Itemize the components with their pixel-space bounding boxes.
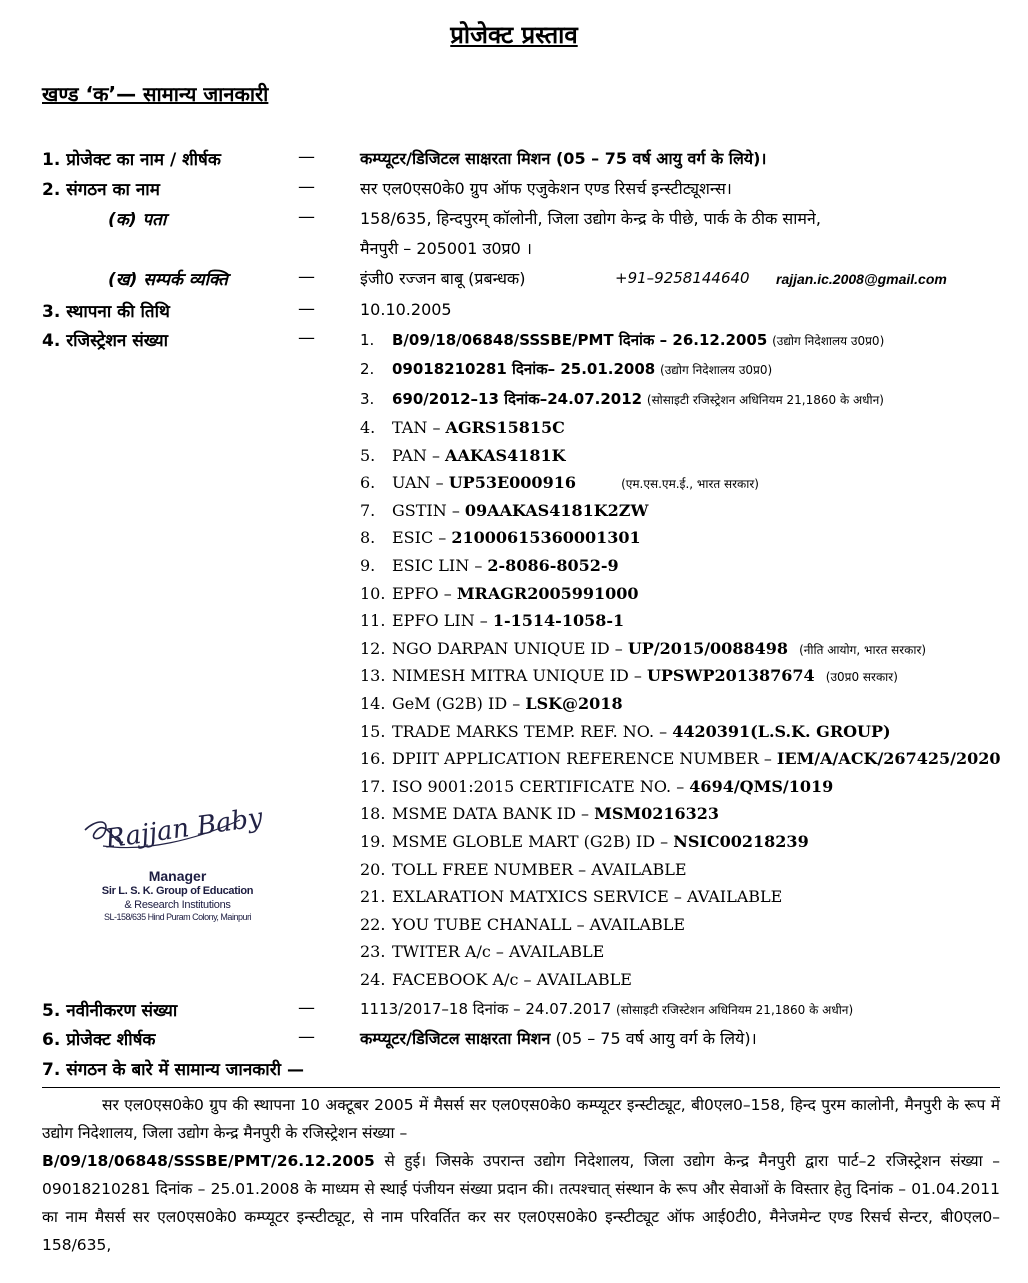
registration-number: 3. [360, 390, 375, 408]
signature-icon [75, 790, 275, 870]
registration-item [360, 330, 884, 350]
registration-value: NSIC00218239 [673, 832, 809, 851]
registration-value: 2-8086-8052-9 [487, 556, 619, 575]
renewal-number: 1113/2017–18 दिनांक – 24.07.2017 [360, 1000, 612, 1018]
registration-item [360, 584, 639, 603]
field-project-name-value: कम्प्यूटर/डिजिटल साक्षरता मिशन (05 – 75 वर्ष आयु वर्ग के लिये)। [360, 149, 767, 168]
registration-number: 15. [360, 721, 386, 741]
registration-value: 4694/QMS/1019 [689, 776, 834, 796]
about-text-registration: B/09/18/06848/SSSBE/PMT/26.12.2005 [42, 1152, 375, 1170]
page-title: प्रोजेक्ट प्रस्ताव [450, 21, 578, 49]
registration-key: EPFO – [392, 583, 457, 603]
field-project-title-label: 6. प्रोजेक्ट शीर्षक [42, 1030, 156, 1050]
registration-key: FACEBOOK A/c – AVAILABLE [392, 970, 632, 989]
field-dash: — [298, 328, 315, 348]
field-contact-name: इंजी0 रज्जन बाबू (प्रबन्धक) [360, 269, 526, 288]
registration-item [360, 970, 632, 989]
registration-value: 21000615360001301 [451, 528, 641, 548]
registration-value: UPSWP201387674 [646, 666, 815, 686]
registration-key: EPFO LIN – [392, 611, 493, 631]
registration-value: UP/2015/0088498 [627, 638, 788, 658]
field-contact-phone: +91–9258144640 [615, 269, 750, 287]
registration-item [360, 446, 566, 465]
project-title-age: (05 – 75 वर्ष आयु वर्ग के लिये)। [555, 1029, 757, 1048]
registration-key: ESIC LIN – [392, 556, 488, 575]
registration-key: GSTIN – [392, 500, 465, 520]
registration-key: ISO 9001:2015 CERTIFICATE NO. – [392, 776, 690, 796]
field-established-value: 10.10.2005 [360, 300, 452, 319]
registration-item [360, 749, 1000, 768]
registration-value: 09AAKAS4181K2ZW [464, 500, 649, 520]
registration-item [360, 860, 687, 879]
registration-value: AAKAS4181K [445, 445, 566, 465]
field-address-line2: मैनपुरी – 205001 उ0प्र0 । [360, 239, 532, 258]
registration-item [360, 418, 565, 437]
field-dash: — [298, 299, 315, 319]
registration-item [360, 832, 809, 851]
about-paragraph [42, 1091, 1000, 1259]
registration-item [360, 389, 884, 409]
registration-number: 17. [360, 776, 386, 796]
registration-key: TOLL FREE NUMBER – AVAILABLE [392, 859, 687, 879]
registration-number: 21. [360, 887, 386, 907]
stamp-org-line1: Sir L. S. K. Group of Education [101, 885, 254, 897]
registration-note: (एम.एस.एम.ई., भारत सरकार) [621, 477, 759, 492]
field-org-name-value: सर एल0एस0के0 ग्रुप ऑफ एजुकेशन एण्ड रिसर्च इन्स्टीट्यूशन्स। [360, 179, 732, 198]
registration-number: 7. [360, 500, 376, 520]
office-stamp [80, 868, 275, 922]
stamp-org-line2: & Research Institutions [124, 899, 231, 911]
registration-item [360, 639, 926, 658]
registration-number: 6. [360, 473, 376, 493]
field-renewal-value [360, 999, 853, 1019]
registration-note: (नीति आयोग, भारत सरकार) [799, 642, 927, 657]
registration-key: MSME GLOBLE MART (G2B) ID – [392, 832, 674, 851]
registration-number: 16. [360, 749, 386, 769]
field-contact-email: rajjan.ic.2008@gmail.com [776, 271, 947, 287]
registration-item [360, 887, 782, 906]
registration-item [360, 942, 604, 961]
registration-item [360, 556, 619, 575]
field-dash: — [298, 207, 315, 227]
registration-number: 18. [360, 804, 386, 824]
field-renewal-label: 5. नवीनीकरण संख्या [42, 1001, 178, 1021]
registration-item [360, 666, 898, 685]
field-address-line1: 158/635, हिन्दपुरम् कॉलोनी, जिला उद्योग केन्द्र के पीछे, पार्क के ठीक सामने, [360, 209, 821, 228]
registration-item [360, 501, 648, 520]
field-established-label: 3. स्थापना की तिथि [42, 302, 170, 322]
registration-item [360, 528, 641, 547]
stamp-address: SL-158/635 Hind Puram Colony, Mainpuri [104, 912, 251, 922]
registration-value: AGRS15815C [445, 418, 565, 437]
registration-number: 14. [360, 694, 386, 713]
registration-number: 19. [360, 832, 386, 851]
registration-note: (उद्योग निदेशालय उ0प्र0) [660, 363, 773, 377]
field-about-label: 7. संगठन के बारे में सामान्य जानकारी — [42, 1060, 304, 1080]
registration-key: TWITER A/c – AVAILABLE [392, 942, 605, 962]
registration-note: (उ0प्र0 सरकार) [825, 670, 898, 685]
registration-item [360, 722, 891, 741]
registration-key: UAN – [392, 473, 449, 493]
registration-item [360, 694, 623, 713]
registration-number: 2. [360, 360, 375, 378]
registration-key: PAN – [392, 445, 446, 465]
signature-image [75, 790, 275, 875]
registration-value: MSM0216323 [594, 804, 720, 824]
field-dash: — [298, 177, 315, 197]
stamp-role: Manager [148, 868, 207, 884]
registration-number: 22. [360, 914, 386, 934]
field-registration-label: 4. रजिस्ट्रेशन संख्या [42, 331, 168, 351]
registration-value: UP53E000916 [448, 473, 576, 493]
registration-key: TRADE MARKS TEMP. REF. NO. – [392, 721, 673, 741]
registration-value: 690/2012–13 दिनांक–24.07.2012 [392, 390, 643, 408]
registration-key: TAN – [392, 418, 446, 437]
registration-key: NIMESH MITRA UNIQUE ID – [392, 666, 647, 686]
registration-number: 23. [360, 942, 386, 962]
registration-key: DPIIT APPLICATION REFERENCE NUMBER – [392, 749, 777, 769]
registration-item [360, 473, 759, 492]
registration-key: NGO DARPAN UNIQUE ID – [392, 638, 628, 658]
registration-number: 5. [360, 445, 376, 465]
divider [42, 1087, 1000, 1088]
svg-text:Rajjan Baby: Rajjan Baby [103, 802, 265, 855]
registration-key: YOU TUBE CHANALL – AVAILABLE [392, 914, 685, 934]
registration-value: IEM/A/ACK/267425/2020 [776, 749, 1001, 769]
field-dash: — [298, 147, 315, 167]
registration-value: 09018210281 दिनांक– 25.01.2008 [392, 360, 656, 378]
registration-note: (सोसाइटी रजिस्ट्रेशन अधिनियम 21,1860 के अधीन) [646, 393, 884, 407]
field-dash: — [298, 998, 315, 1018]
registration-value: MRAGR2005991000 [456, 583, 639, 603]
registration-key: MSME DATA BANK ID – [392, 804, 595, 824]
registration-item [360, 777, 833, 796]
registration-value: 4420391(L.S.K. GROUP) [672, 721, 891, 741]
field-dash: — [298, 267, 315, 287]
project-title-main: कम्प्यूटर/डिजिटल साक्षरता मिशन [360, 1029, 551, 1048]
about-text-2: से हुई। जिसके उपरान्त उद्योग निदेशालय, जिला उद्योग केन्द्र मैनपुरी द्वारा पार्ट–2 रजिस्ट्रेशन संख्या – 09018210281 दिनांक – 25.01.2008 के माध्यम से स्थाई पंजीयन संख्या प्रदान की। तत्पश्चात् संस्थान के रूप और सेवाओं के विस्तार हेतु दिनांक – 01.04.2011 का नाम मैसर्स सर एल0एस0के0 कम्प्यूटर इन्स्टीट्यूट, से नाम परिवर्तित कर सर एल0एस0के0 इन्स्टीट्यूट ऑफ आई0टी0, मैनेजमेन्ट एण्ड रिसर्च सेन्टर, बी0एल0– 158/635, [42, 1152, 1000, 1254]
registration-note: (उद्योग निदेशालय उ0प्र0) [772, 334, 885, 348]
section-heading: खण्ड ‘क’— सामान्य जानकारी [42, 82, 269, 106]
registration-number: 11. [360, 611, 386, 631]
registration-number: 12. [360, 638, 386, 658]
registration-item [360, 804, 719, 823]
field-contact-label: (ख) सम्पर्क व्यक्ति [108, 270, 228, 290]
registration-value: 1-1514-1058-1 [492, 611, 625, 631]
renewal-note: (सोसाइटी रजिस्टेशन अधिनियम 21,1860 के अधीन) [616, 1003, 854, 1017]
field-address-label: (क) पता [108, 210, 167, 230]
registration-number: 4. [360, 418, 376, 437]
about-text-1: सर एल0एस0के0 ग्रुप की स्थापना 10 अक्टूबर 2005 में मैसर्स सर एल0एस0के0 कम्प्यूटर इन्स्टीट्यूट, बी0एल0–158, हिन्द पुरम कालोनी, मैनपुरी के रूप में उद्योग निदेशालय, जिला उद्योग केन्द्र मैनपुरी के रजिस्ट्रेशन संख्या – [42, 1096, 1000, 1142]
registration-key: EXLARATION MATXICS SERVICE – AVAILABLE [392, 887, 783, 907]
registration-number: 10. [360, 583, 386, 603]
registration-key: GeM (G2B) ID – [392, 694, 526, 713]
registration-value: B/09/18/06848/SSSBE/PMT दिनांक – 26.12.2005 [392, 331, 768, 349]
registration-value: LSK@2018 [525, 694, 623, 713]
registration-item [360, 359, 772, 379]
registration-number: 20. [360, 859, 386, 879]
registration-number: 13. [360, 666, 386, 686]
registration-item [360, 611, 624, 630]
field-project-title-value [360, 1027, 757, 1049]
field-dash: — [298, 1027, 315, 1047]
registration-number: 9. [360, 556, 376, 575]
registration-number: 8. [360, 528, 376, 548]
field-project-name-label: 1. प्रोजेक्ट का नाम / शीर्षक [42, 150, 221, 170]
registration-item [360, 915, 685, 934]
registration-number: 24. [360, 970, 386, 989]
field-org-name-label: 2. संगठन का नाम [42, 180, 160, 200]
registration-number: 1. [360, 331, 375, 349]
registration-key: ESIC – [392, 528, 452, 548]
